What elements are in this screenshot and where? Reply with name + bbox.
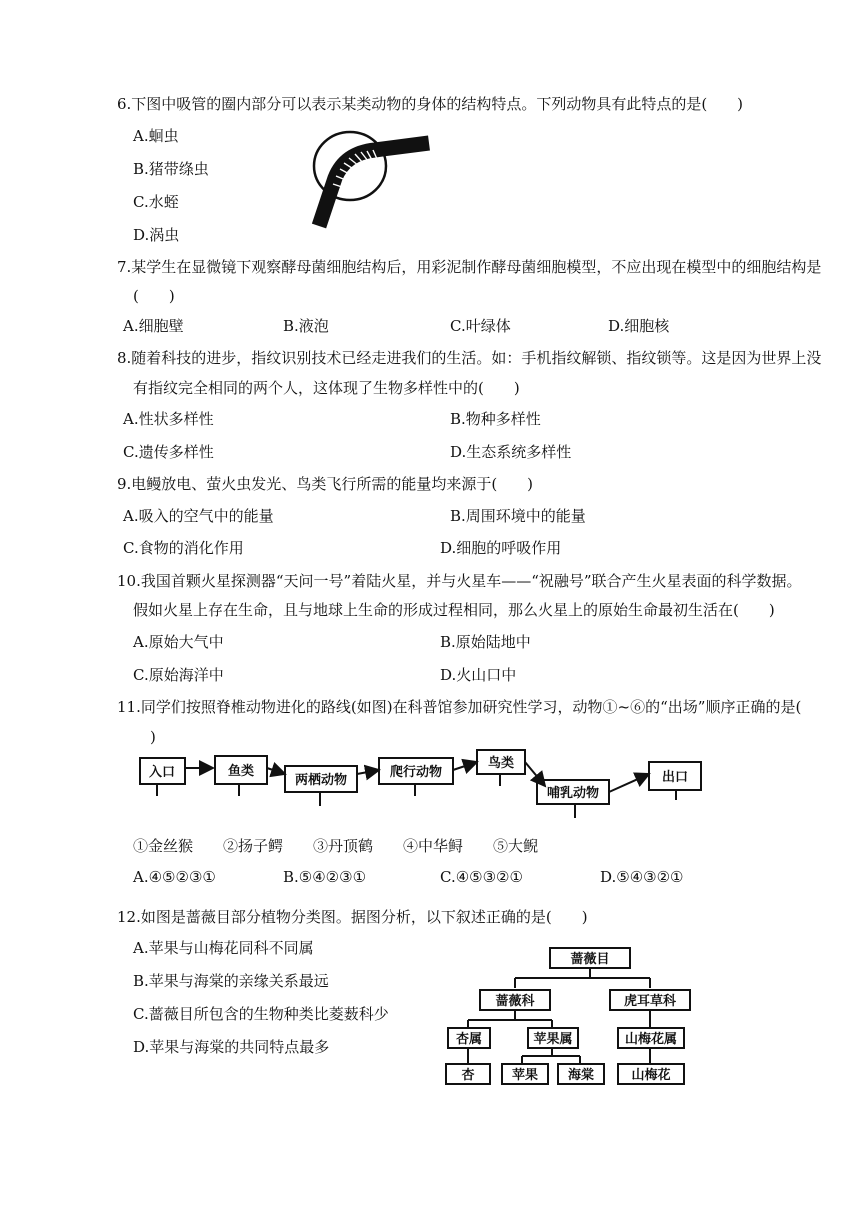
q8-option-a[interactable]: A.性状多样性	[123, 410, 214, 428]
q10-option-a[interactable]: A.原始大气中	[133, 633, 224, 651]
sign-reptiles: 爬行动物	[389, 765, 443, 780]
q11-option-c[interactable]: C.④⑤③②①	[440, 868, 523, 886]
tree-species-apple: 苹果	[511, 1068, 539, 1083]
q12-option-c[interactable]: C.蔷薇目所包含的生物种类比菱薮科少	[133, 1005, 389, 1023]
tree-species-apricot: 杏	[461, 1068, 475, 1083]
q9-option-d[interactable]: D.细胞的呼吸作用	[440, 539, 562, 557]
q7-option-a[interactable]: A.细胞壁	[123, 317, 184, 335]
q10-option-d[interactable]: D.火山口中	[440, 666, 517, 684]
tree-order: 蔷薇目	[570, 952, 610, 967]
tree-genus-apricot: 杏属	[455, 1032, 483, 1047]
sign-amphibians: 两栖动物	[294, 773, 348, 788]
sign-birds: 鸟类	[487, 756, 515, 771]
q7-option-d[interactable]: D.细胞核	[608, 317, 670, 335]
q6-option-b[interactable]: B.猪带绦虫	[133, 160, 209, 178]
q11-animals: ①金丝猴 ②扬子鳄 ③丹顶鹤 ④中华鲟 ⑤大鲵	[133, 837, 539, 855]
q9-option-c[interactable]: C.食物的消化作用	[123, 539, 244, 557]
q8-stem-line1: 8.随着科技的进步，指纹识别技术已经走进我们的生活。如：手机指纹解锁、指纹锁等。这是因为世界上没	[117, 349, 822, 367]
q9-option-b[interactable]: B.周围环境中的能量	[450, 507, 586, 525]
tree-family-rosaceae: 蔷薇科	[495, 994, 535, 1009]
q8-option-b[interactable]: B.物种多样性	[450, 410, 541, 428]
q11-option-d[interactable]: D.⑤④③②①	[600, 868, 684, 886]
q6-option-a[interactable]: A.蛔虫	[133, 127, 179, 145]
straw-figure	[305, 128, 435, 233]
evolution-route-diagram	[135, 748, 715, 823]
q12-stem: 12.如图是蔷薇目部分植物分类图。据图分析，以下叙述正确的是( )	[117, 908, 588, 926]
q10-option-c[interactable]: C.原始海洋中	[133, 666, 224, 684]
q10-stem-line2: 假如火星上存在生命，且与地球上生命的形成过程相同，那么火星上的原始生命最初生活在( )	[133, 601, 775, 619]
classification-tree	[440, 940, 700, 1090]
q10-option-b[interactable]: B.原始陆地中	[440, 633, 531, 651]
tree-species-crabapple: 海棠	[567, 1068, 595, 1083]
tree-genus-philadelphus: 山梅花属	[624, 1032, 678, 1047]
q11-option-a[interactable]: A.④⑤②③①	[133, 868, 216, 886]
q8-option-c[interactable]: C.遗传多样性	[123, 443, 214, 461]
q11-option-b[interactable]: B.⑤④②③①	[283, 868, 367, 886]
q6-option-c[interactable]: C.水蛭	[133, 193, 179, 211]
sign-exit: 出口	[661, 770, 689, 785]
tree-family-saxifragaceae: 虎耳草科	[623, 994, 677, 1009]
q8-stem-line2: 有指纹完全相同的两个人，这体现了生物多样性中的( )	[133, 379, 520, 397]
q9-stem: 9.电鳗放电、萤火虫发光、鸟类飞行所需的能量均来源于( )	[117, 475, 534, 493]
q7-option-c[interactable]: C.叶绿体	[450, 317, 511, 335]
q10-stem-line1: 10.我国首颗火星探测器“天问一号”着陆火星，并与火星车——“祝融号”联合产生火星表面的科学数据。	[117, 572, 802, 590]
q7-option-b[interactable]: B.液泡	[283, 317, 329, 335]
q12-option-d[interactable]: D.苹果与海棠的共同特点最多	[133, 1038, 330, 1056]
tree-genus-apple: 苹果属	[533, 1032, 573, 1047]
q6-option-d[interactable]: D.涡虫	[133, 226, 180, 244]
q12-option-a[interactable]: A.苹果与山梅花同科不同属	[133, 939, 314, 957]
q11-stem-line2: )	[150, 728, 156, 746]
sign-fish: 鱼类	[227, 764, 255, 779]
q11-stem-line1: 11.同学们按照脊椎动物进化的路线(如图)在科普馆参加研究性学习，动物①~⑥的“出场”顺序正确的是(	[117, 698, 802, 716]
sign-mammals: 哺乳动物	[546, 786, 600, 801]
q7-stem-line2: ( )	[133, 287, 175, 305]
q6-stem: 6.下图中吸管的圈内部分可以表示某类动物的身体的结构特点。下列动物具有此特点的是( )	[117, 95, 744, 113]
tree-species-philadelphus: 山梅花	[631, 1068, 671, 1083]
sign-entrance: 入口	[148, 765, 176, 780]
q9-option-a[interactable]: A.吸入的空气中的能量	[123, 507, 274, 525]
q7-stem-line1: 7.某学生在显微镜下观察酵母菌细胞结构后，用彩泥制作酵母菌细胞模型，不应出现在模型中的细胞结构是	[117, 258, 822, 276]
q8-option-d[interactable]: D.生态系统多样性	[450, 443, 572, 461]
q12-option-b[interactable]: B.苹果与海棠的亲缘关系最远	[133, 972, 329, 990]
